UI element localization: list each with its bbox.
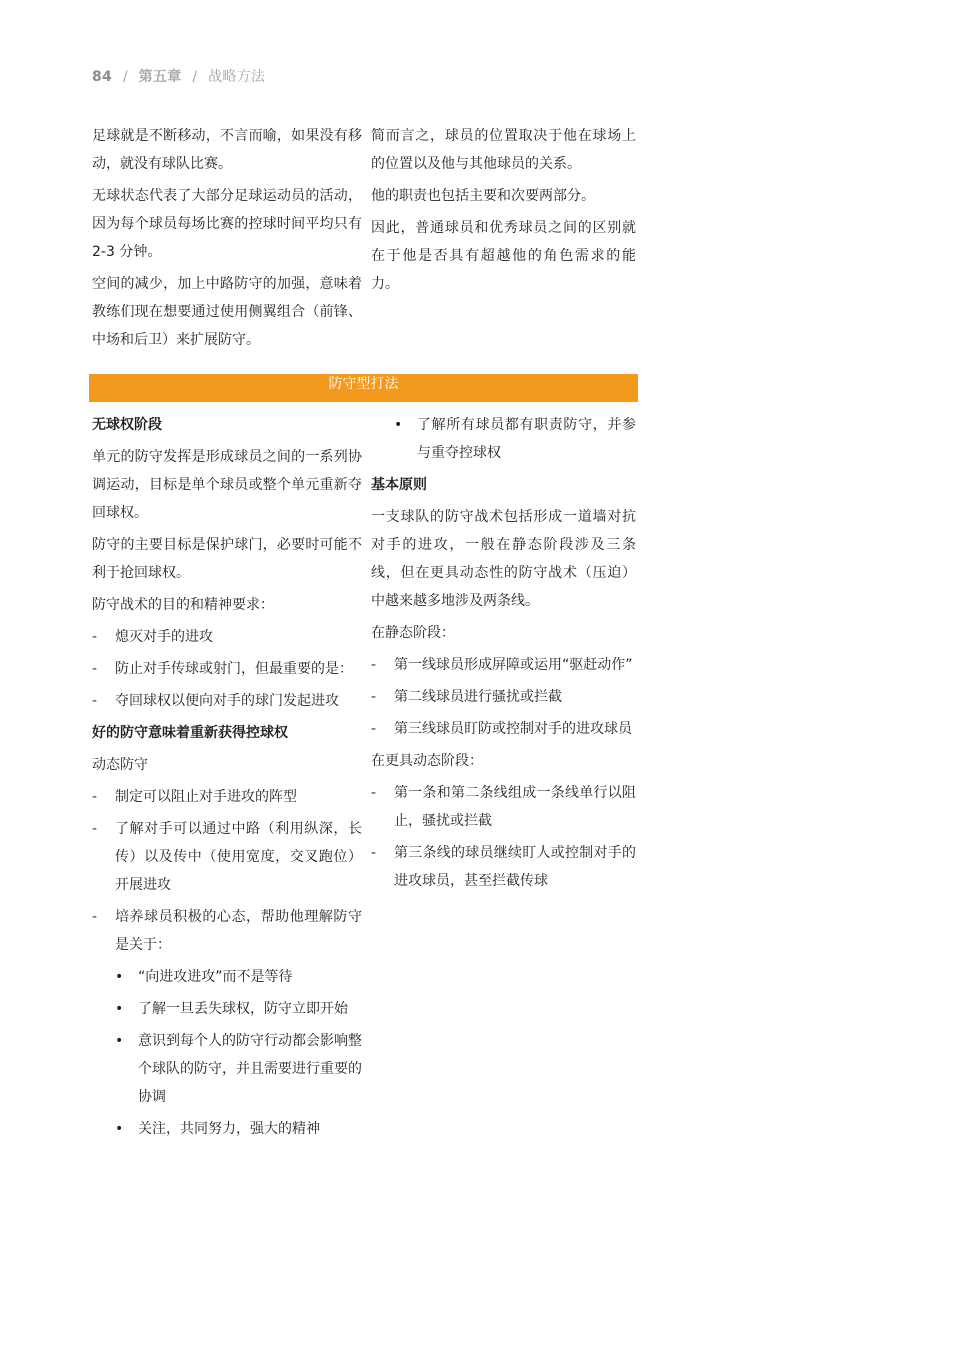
list-item xyxy=(92,815,362,899)
paragraph: 一支球队的防守战术包括形成一道墙对抗对手的进攻，一般在静态阶段涉及三条线，但在更具动态性的防守战术（压迫）中越来越多地涉及两条线。 xyxy=(371,509,636,609)
list-item-text: 第一线球员形成屏障或运用“驱赶动作” xyxy=(394,657,633,673)
bullet-marker: • xyxy=(394,417,403,433)
list-item-text: 夺回球权以便向对手的球门发起进攻 xyxy=(115,693,339,709)
main-column-left xyxy=(92,411,362,1147)
list-item-text: 第一条和第二条线组成一条线单行以阻止，骚扰或拦截 xyxy=(394,785,636,829)
header-separator: / xyxy=(122,69,128,85)
dash-marker: - xyxy=(371,657,377,673)
dash-marker: - xyxy=(371,689,377,705)
list-item xyxy=(371,779,636,835)
paragraph: 防守战术的目的和精神要求： xyxy=(92,597,274,613)
list-item xyxy=(92,783,362,811)
bullet-item xyxy=(394,411,636,467)
section-banner: 防守型打法 xyxy=(89,374,638,402)
paragraph: 在静态阶段： xyxy=(371,625,455,641)
paragraph: 无球状态代表了大部分足球运动员的活动，因为每个球员每场比赛的控球时间平均只有 2-3 分钟。 xyxy=(92,188,362,260)
list-item-text: 了解对手可以通过中路（利用纵深，长传）以及传中（使用宽度，交叉跑位）开展进攻 xyxy=(115,821,362,893)
dash-marker: - xyxy=(92,789,98,805)
paragraph: 简而言之，球员的位置取决于他在球场上的位置以及他与其他球员的关系。 xyxy=(371,128,636,172)
paragraph: 动态防守 xyxy=(92,757,148,773)
list-item xyxy=(371,683,636,711)
dash-marker: - xyxy=(92,661,98,677)
bullet-marker: • xyxy=(115,1033,124,1049)
list-item-text: 第三线球员盯防或控制对手的进攻球员 xyxy=(394,721,632,737)
bullet-item xyxy=(115,1115,362,1143)
dash-marker: - xyxy=(92,693,98,709)
list-item-text: 制定可以阻止对手进攻的阵型 xyxy=(115,789,297,805)
paragraph: 在更具动态阶段： xyxy=(371,753,483,769)
list-item xyxy=(92,687,362,715)
main-column-right xyxy=(371,411,636,899)
list-item xyxy=(92,623,362,651)
section-heading: 基本原则 xyxy=(371,477,427,493)
paragraph: 防守的主要目标是保护球门，必要时可能不利于抢回球权。 xyxy=(92,537,362,581)
page-number: 84 xyxy=(92,69,113,85)
dash-marker: - xyxy=(92,909,98,925)
bullet-marker: • xyxy=(115,1121,124,1137)
paragraph: 足球就是不断移动，不言而喻，如果没有移动，就没有球队比赛。 xyxy=(92,128,362,172)
list-item xyxy=(371,715,636,743)
page-header xyxy=(92,66,265,86)
section-title: 战略方法 xyxy=(208,69,266,85)
list-item xyxy=(371,651,636,679)
dash-marker: - xyxy=(92,629,98,645)
paragraph: 空间的减少，加上中路防守的加强，意味着教练们现在想要通过使用侧翼组合（前锋、中场和后卫）来扩展防守。 xyxy=(92,276,362,348)
bullet-item-text: 意识到每个人的防守行动都会影响整个球队的防守，并且需要进行重要的协调 xyxy=(138,1033,362,1105)
bullet-item xyxy=(115,963,362,991)
header-separator: / xyxy=(192,69,198,85)
dash-marker: - xyxy=(92,821,98,837)
list-item-text: 第二线球员进行骚扰或拦截 xyxy=(394,689,562,705)
paragraph: 他的职责也包括主要和次要两部分。 xyxy=(371,188,595,204)
bullet-item xyxy=(115,1027,362,1111)
list-item-text: 防止对手传球或射门，但最重要的是： xyxy=(115,661,353,677)
section-heading: 好的防守意味着重新获得控球权 xyxy=(92,725,288,741)
bullet-item-text: “向进攻进攻”而不是等待 xyxy=(138,969,293,985)
paragraph: 因此，普通球员和优秀球员之间的区别就在于他是否具有超越他的角色需求的能力。 xyxy=(371,220,636,292)
list-item xyxy=(92,903,362,959)
bullet-item-text: 关注，共同努力，强大的精神 xyxy=(138,1121,320,1137)
section-heading: 无球权阶段 xyxy=(92,417,162,433)
dash-marker: - xyxy=(371,721,377,737)
list-item xyxy=(371,839,636,895)
bullet-item-text: 了解所有球员都有职责防守，并参与重夺控球权 xyxy=(417,417,636,461)
dash-marker: - xyxy=(371,845,377,861)
intro-column-right xyxy=(371,122,636,302)
list-item xyxy=(92,655,362,683)
list-item-text: 熄灭对手的进攻 xyxy=(115,629,213,645)
list-item-text: 第三条线的球员继续盯人或控制对手的进攻球员，甚至拦截传球 xyxy=(394,845,636,889)
bullet-marker: • xyxy=(115,1001,124,1017)
chapter-title: 第五章 xyxy=(138,69,182,85)
paragraph: 单元的防守发挥是形成球员之间的一系列协调运动，目标是单个球员或整个单元重新夺回球权。 xyxy=(92,449,362,521)
dash-marker: - xyxy=(371,785,377,801)
bullet-item xyxy=(115,995,362,1023)
list-item-text: 培养球员积极的心态，帮助他理解防守是关于： xyxy=(115,909,362,953)
intro-column-left xyxy=(92,122,362,358)
bullet-item-text: 了解一旦丢失球权，防守立即开始 xyxy=(138,1001,348,1017)
bullet-marker: • xyxy=(115,969,124,985)
